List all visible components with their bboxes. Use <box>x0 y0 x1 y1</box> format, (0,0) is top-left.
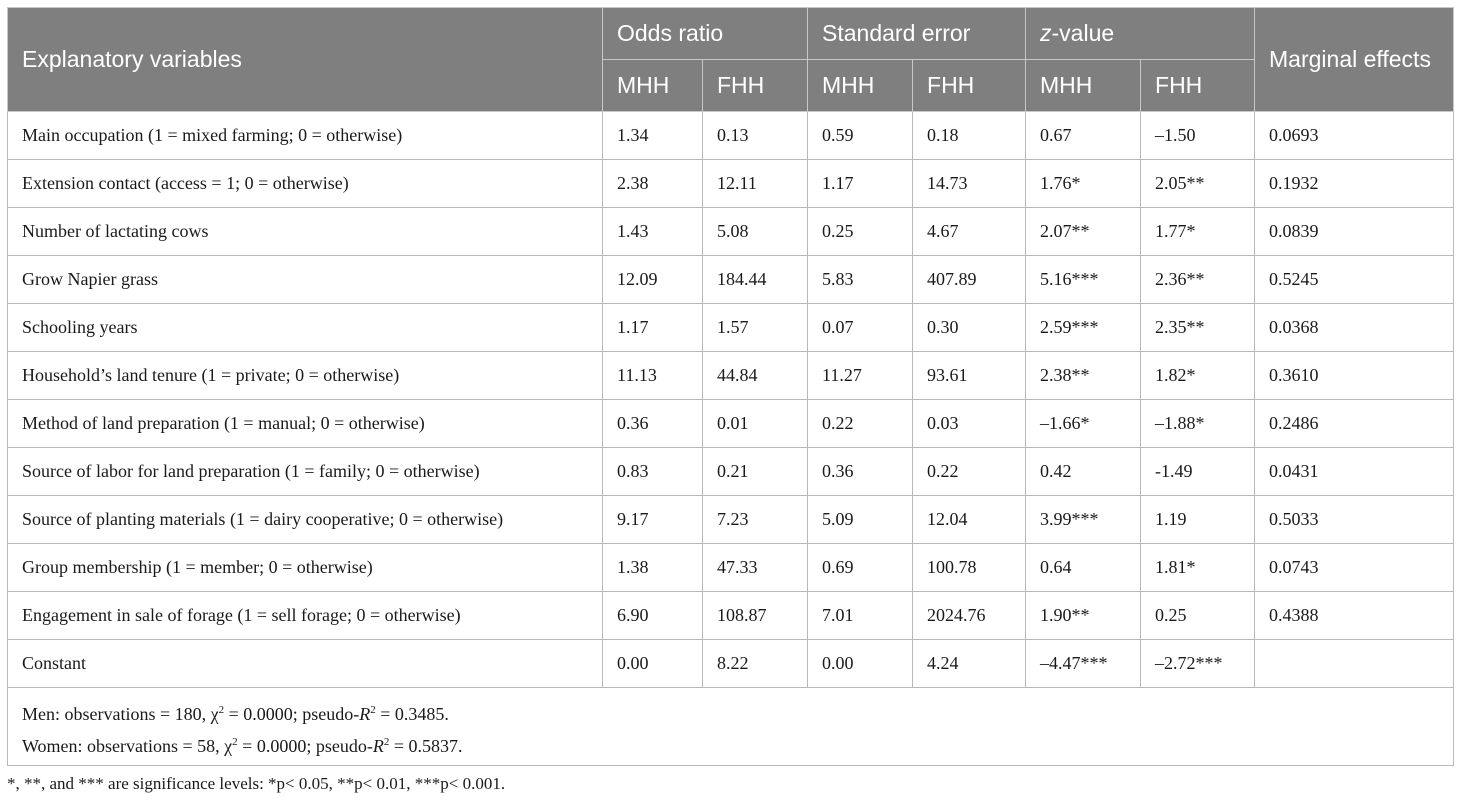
cell-or-fhh: 0.13 <box>703 112 808 160</box>
cell-or-mhh: 1.17 <box>603 304 703 352</box>
cell-z-fhh: –2.72*** <box>1141 640 1255 688</box>
women-statistics: Women: observations = 58, $\chi^2 = 0.0000$; pseudo-$R^2 = 0.5837$. <box>22 735 463 756</box>
cell-variable: Constant <box>8 640 603 688</box>
cell-se-mhh: 0.22 <box>808 400 913 448</box>
cell-or-mhh: 12.09 <box>603 256 703 304</box>
cell-or-mhh: 11.13 <box>603 352 703 400</box>
table-row <box>8 304 1454 352</box>
cell-se-mhh: 0.69 <box>808 544 913 592</box>
cell-se-fhh: 100.78 <box>913 544 1026 592</box>
header-marginal-effects: Marginal effects <box>1255 8 1454 112</box>
cell-se-mhh: 0.36 <box>808 448 913 496</box>
table-row <box>8 544 1454 592</box>
cell-z-fhh: –1.88* <box>1141 400 1255 448</box>
cell-se-fhh: 93.61 <box>913 352 1026 400</box>
cell-or-mhh: 1.38 <box>603 544 703 592</box>
table-row <box>8 592 1454 640</box>
cell-variable: Schooling years <box>8 304 603 352</box>
cell-z-mhh: 0.64 <box>1026 544 1141 592</box>
header-z-value <box>1026 8 1255 60</box>
cell-me: 0.0368 <box>1255 304 1454 352</box>
cell-z-fhh: 1.81* <box>1141 544 1255 592</box>
table-row <box>8 160 1454 208</box>
cell-z-fhh: 2.05** <box>1141 160 1255 208</box>
cell-variable: Number of lactating cows <box>8 208 603 256</box>
cell-z-mhh: 1.76* <box>1026 160 1141 208</box>
cell-se-fhh: 0.03 <box>913 400 1026 448</box>
cell-z-fhh: 1.77* <box>1141 208 1255 256</box>
cell-z-mhh: 0.42 <box>1026 448 1141 496</box>
cell-se-fhh: 4.24 <box>913 640 1026 688</box>
cell-or-mhh: 1.34 <box>603 112 703 160</box>
cell-se-fhh: 0.18 <box>913 112 1026 160</box>
cell-variable: Engagement in sale of forage (1 = sell forage; 0 = otherwise) <box>8 592 603 640</box>
table-row <box>8 352 1454 400</box>
cell-or-mhh: 2.38 <box>603 160 703 208</box>
cell-z-fhh: 2.36** <box>1141 256 1255 304</box>
cell-z-mhh: 2.38** <box>1026 352 1141 400</box>
header-z-fhh: FHH <box>1141 60 1255 112</box>
cell-me: 0.2486 <box>1255 400 1454 448</box>
cell-or-mhh: 0.36 <box>603 400 703 448</box>
table-row <box>8 256 1454 304</box>
cell-or-fhh: 5.08 <box>703 208 808 256</box>
header-z-mhh: MHH <box>1026 60 1141 112</box>
cell-or-mhh: 0.00 <box>603 640 703 688</box>
cell-variable: Household’s land tenure (1 = private; 0 = otherwise) <box>8 352 603 400</box>
cell-z-fhh: –1.50 <box>1141 112 1255 160</box>
cell-me: 0.0693 <box>1255 112 1454 160</box>
cell-z-mhh: –4.47*** <box>1026 640 1141 688</box>
cell-se-mhh: 0.00 <box>808 640 913 688</box>
cell-or-fhh: 44.84 <box>703 352 808 400</box>
header-z-italic: z <box>1040 20 1052 46</box>
cell-or-fhh: 0.01 <box>703 400 808 448</box>
men-statistics: Men: observations = 180, $\chi^2 = 0.0000$; pseudo-$R^2 = 0.3485$. <box>22 703 449 724</box>
cell-se-mhh: 11.27 <box>808 352 913 400</box>
table-row <box>8 112 1454 160</box>
significance-note: *, **, and *** are significance levels: *p< 0.05, **p< 0.01, ***p< 0.001. <box>7 774 506 793</box>
cell-or-mhh: 6.90 <box>603 592 703 640</box>
cell-variable: Main occupation (1 = mixed farming; 0 = otherwise) <box>8 112 603 160</box>
cell-se-fhh: 4.67 <box>913 208 1026 256</box>
cell-z-fhh: 2.35** <box>1141 304 1255 352</box>
table-row <box>8 208 1454 256</box>
cell-se-fhh: 2024.76 <box>913 592 1026 640</box>
cell-me: 0.0839 <box>1255 208 1454 256</box>
cell-or-fhh: 8.22 <box>703 640 808 688</box>
cell-or-mhh: 9.17 <box>603 496 703 544</box>
cell-or-fhh: 1.57 <box>703 304 808 352</box>
cell-z-fhh: 1.82* <box>1141 352 1255 400</box>
cell-se-fhh: 407.89 <box>913 256 1026 304</box>
cell-or-fhh: 12.11 <box>703 160 808 208</box>
fit-statistics <box>8 688 1454 766</box>
cell-me <box>1255 640 1454 688</box>
table-row <box>8 496 1454 544</box>
cell-z-mhh: –1.66* <box>1026 400 1141 448</box>
cell-se-mhh: 0.07 <box>808 304 913 352</box>
cell-or-fhh: 108.87 <box>703 592 808 640</box>
cell-se-mhh: 0.25 <box>808 208 913 256</box>
cell-se-fhh: 12.04 <box>913 496 1026 544</box>
table-header <box>8 8 1454 112</box>
cell-variable: Source of labor for land preparation (1 = family; 0 = otherwise) <box>8 448 603 496</box>
cell-z-fhh: -1.49 <box>1141 448 1255 496</box>
cell-me: 0.5033 <box>1255 496 1454 544</box>
table-body <box>8 112 1454 688</box>
cell-variable: Method of land preparation (1 = manual; 0 = otherwise) <box>8 400 603 448</box>
cell-z-fhh: 1.19 <box>1141 496 1255 544</box>
cell-me: 0.4388 <box>1255 592 1454 640</box>
cell-se-mhh: 5.83 <box>808 256 913 304</box>
cell-se-fhh: 14.73 <box>913 160 1026 208</box>
cell-me: 0.0431 <box>1255 448 1454 496</box>
fit-statistics-row <box>8 688 1454 766</box>
header-z-rest: -value <box>1051 20 1115 46</box>
header-standard-error: Standard error <box>808 8 1026 60</box>
cell-se-mhh: 1.17 <box>808 160 913 208</box>
header-or-mhh: MHH <box>603 60 703 112</box>
cell-or-fhh: 47.33 <box>703 544 808 592</box>
cell-me: 0.5245 <box>1255 256 1454 304</box>
cell-variable: Grow Napier grass <box>8 256 603 304</box>
header-or-fhh: FHH <box>703 60 808 112</box>
cell-z-fhh: 0.25 <box>1141 592 1255 640</box>
cell-or-fhh: 7.23 <box>703 496 808 544</box>
cell-z-mhh: 3.99*** <box>1026 496 1141 544</box>
cell-variable: Extension contact (access = 1; 0 = otherwise) <box>8 160 603 208</box>
cell-variable: Source of planting materials (1 = dairy cooperative; 0 = otherwise) <box>8 496 603 544</box>
header-odds-ratio: Odds ratio <box>603 8 808 60</box>
cell-se-mhh: 5.09 <box>808 496 913 544</box>
header-explanatory-variables: Explanatory variables <box>8 8 603 112</box>
cell-se-mhh: 7.01 <box>808 592 913 640</box>
cell-or-mhh: 0.83 <box>603 448 703 496</box>
table-row <box>8 400 1454 448</box>
cell-se-mhh: 0.59 <box>808 112 913 160</box>
header-se-mhh: MHH <box>808 60 913 112</box>
cell-z-mhh: 5.16*** <box>1026 256 1141 304</box>
cell-variable: Group membership (1 = member; 0 = otherwise) <box>8 544 603 592</box>
cell-se-fhh: 0.22 <box>913 448 1026 496</box>
cell-z-mhh: 1.90** <box>1026 592 1141 640</box>
cell-or-mhh: 1.43 <box>603 208 703 256</box>
cell-or-fhh: 184.44 <box>703 256 808 304</box>
cell-z-mhh: 0.67 <box>1026 112 1141 160</box>
header-se-fhh: FHH <box>913 60 1026 112</box>
table-row <box>8 448 1454 496</box>
cell-se-fhh: 0.30 <box>913 304 1026 352</box>
cell-or-fhh: 0.21 <box>703 448 808 496</box>
table-row <box>8 640 1454 688</box>
regression-table <box>7 7 1454 766</box>
cell-z-mhh: 2.59*** <box>1026 304 1141 352</box>
cell-me: 0.0743 <box>1255 544 1454 592</box>
cell-me: 0.3610 <box>1255 352 1454 400</box>
cell-z-mhh: 2.07** <box>1026 208 1141 256</box>
cell-me: 0.1932 <box>1255 160 1454 208</box>
